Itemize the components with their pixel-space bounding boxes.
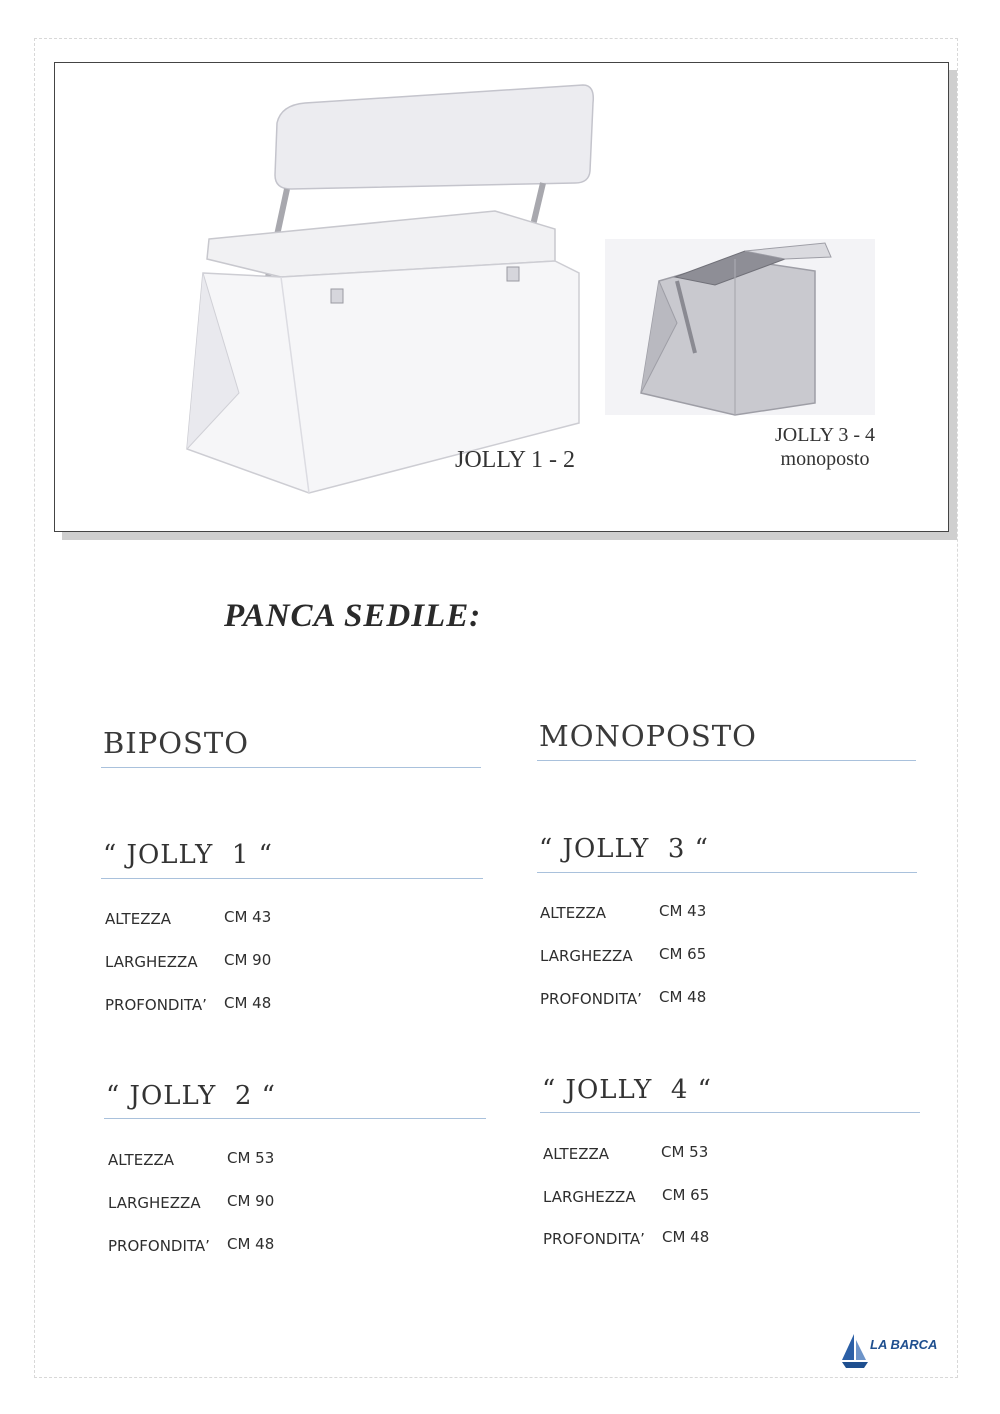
- logo-text: LA BARCA: [870, 1337, 938, 1352]
- spec-value: CM 90: [224, 951, 272, 969]
- model-title-jolly-4: “ JOLLY 4 “: [542, 1075, 712, 1105]
- spec-label: LARGHEZZA: [543, 1188, 636, 1206]
- spec-label: ALTEZZA: [543, 1145, 610, 1163]
- caption-jolly-3-4-line2: monoposto: [780, 448, 870, 470]
- spec-value: CM 90: [227, 1192, 275, 1210]
- spec-value: CM 65: [659, 945, 707, 963]
- sailboat-icon: [840, 1330, 870, 1370]
- spec-value: CM 48: [224, 994, 272, 1012]
- spec-label: ALTEZZA: [540, 904, 607, 922]
- model-rule: [104, 1118, 486, 1119]
- spec-value: CM 53: [661, 1143, 709, 1161]
- bench-small-image: [605, 239, 875, 415]
- caption-jolly-3-4: [725, 423, 925, 471]
- caption-jolly-3-4-line1: JOLLY 3 - 4: [774, 424, 876, 446]
- model-title-jolly-2: “ JOLLY 2 “: [106, 1081, 276, 1111]
- model-title-jolly-3: “ JOLLY 3 “: [539, 834, 709, 864]
- heading-rule: [537, 760, 916, 761]
- spec-label: PROFONDITA’: [540, 990, 642, 1008]
- spec-value: CM 48: [227, 1235, 275, 1253]
- model-title-jolly-1: “ JOLLY 1 “: [103, 840, 273, 870]
- spec-label: LARGHEZZA: [105, 953, 198, 971]
- spec-label: PROFONDITA’: [105, 996, 207, 1014]
- spec-label: LARGHEZZA: [540, 947, 633, 965]
- model-rule: [540, 1112, 920, 1113]
- spec-value: CM 48: [659, 988, 707, 1006]
- product-photo-frame: [54, 62, 949, 532]
- page-title: PANCA SEDILE:: [224, 598, 482, 634]
- model-rule: [101, 878, 483, 879]
- heading-rule: [101, 767, 481, 768]
- spec-label: ALTEZZA: [105, 910, 172, 928]
- bench-large-image: [187, 85, 593, 493]
- spec-label: ALTEZZA: [108, 1151, 175, 1169]
- spec-value: CM 48: [662, 1228, 710, 1246]
- spec-value: CM 43: [224, 908, 272, 926]
- spec-label: PROFONDITA’: [543, 1230, 645, 1248]
- caption-jolly-1-2: JOLLY 1 - 2: [454, 447, 576, 473]
- spec-value: CM 43: [659, 902, 707, 920]
- spec-label: PROFONDITA’: [108, 1237, 210, 1255]
- heading-monoposto: MONOPOSTO: [539, 719, 757, 753]
- model-rule: [537, 872, 917, 873]
- spec-value: CM 53: [227, 1149, 275, 1167]
- spec-label: LARGHEZZA: [108, 1194, 201, 1212]
- heading-biposto: BIPOSTO: [103, 726, 250, 760]
- spec-value: CM 65: [662, 1186, 710, 1204]
